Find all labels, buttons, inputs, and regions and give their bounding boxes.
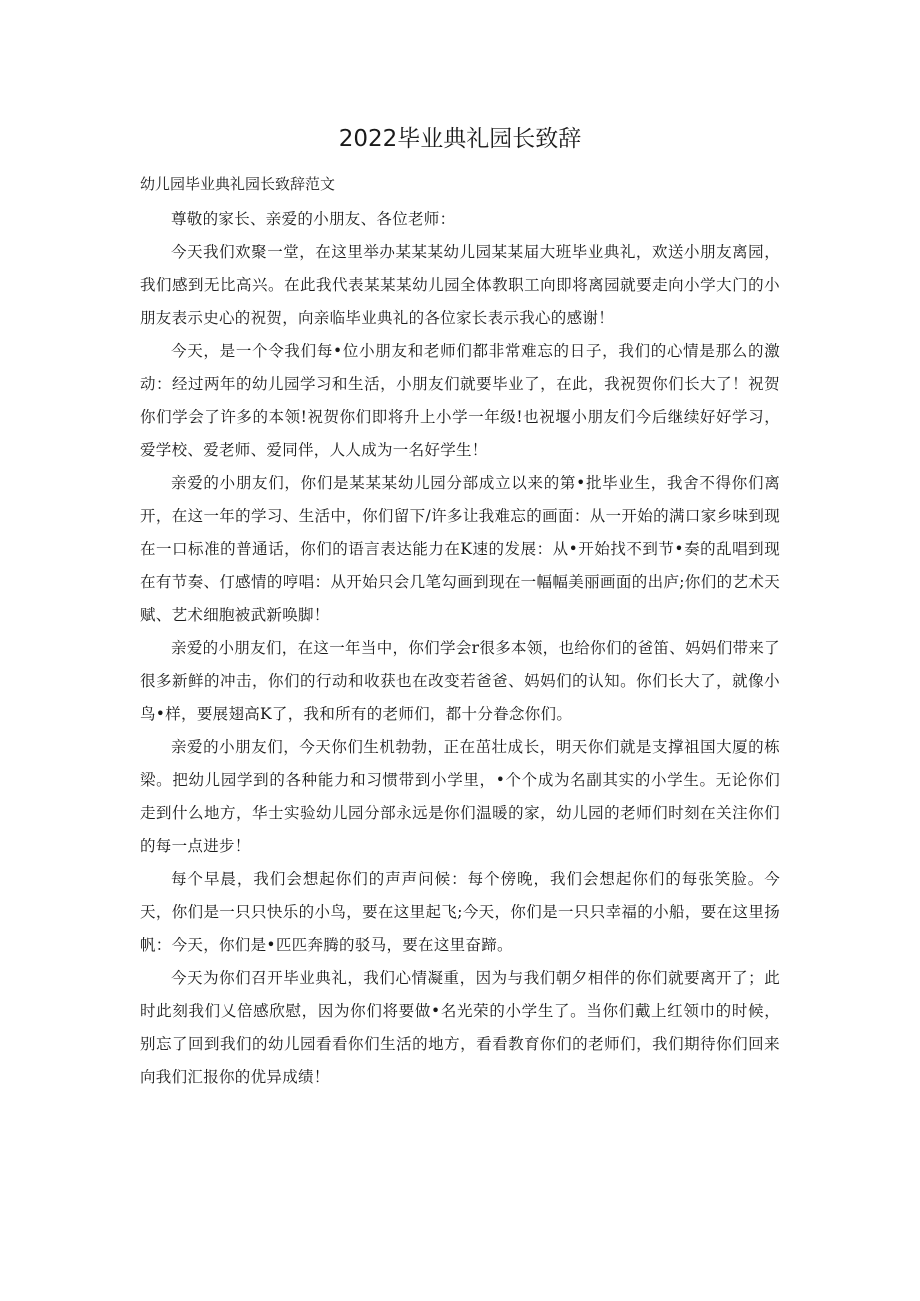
document-title: 2022毕业典礼园长致辞 (338, 126, 582, 152)
paragraph-4: 亲爱的小朋友们，在这一年当中，你们学会r很多本领，也给你们的爸笛、妈妈们带来了很多新鲜的冲击，你们的行动和收获也在改变若爸爸、妈妈们的认知。你们长大了，就像小鸟•样，要展翅高K了，我和所有的老师们，都十分眷念你们。 (140, 639, 780, 723)
paragraph-1: 今天我们欢聚一堂，在这里举办某某某幼儿园某某届大班毕业典礼，欢送小朋友离园，我们感到无比高兴。在此我代表某某某幼儿园全体教职工向即将离园就要走向小学大门的小朋友表示史心的祝贺，向亲临毕业典礼的各位家长表示我心的感谢！ (140, 243, 780, 327)
salutation: 尊敬的家长、亲爱的小朋友、各位老师： (171, 210, 456, 228)
paragraph-6: 每个早晨，我们会想起你们的声声问候：每个傍晚，我们会想起你们的每张笑脸。今天，你们是一只只快乐的小鸟，要在这里起飞;今天，你们是一只只幸福的小船，要在这里扬帆：今天，你们是•匹匹奔腾的驳马，要在这里奋蹄。 (140, 870, 780, 954)
paragraph-7: 今天为你们召开毕业典礼，我们心情凝重，因为与我们朝夕相伴的你们就要离开了；此时此刻我们乂倍感欣慰，因为你们将要做•名光荣的小学生了。当你们戴上红领巾的时候，别忘了回到我们的幼儿园看看你们生活的地方，看看教育你们的老师们，我们期待你们回来向我们汇报你的优异成绩！ (140, 969, 780, 1086)
document-subtitle: 幼儿园毕业典礼园长致辞范文 (140, 175, 336, 193)
paragraph-3: 亲爱的小朋友们，你们是某某某幼儿园分部成立以来的第•批毕业生，我舍不得你们离开，在这一年的学习、生活中，你们留下/许多让我难忘的画面：从一开始的满口家乡味到现在一口标准的普通话，你们的语言表达能力在K速的发展：从•开始找不到节•奏的乱唱到现在有节奏、仃感情的哼唱：从开始只会几笔勾画到现在一幅幅美丽画面的出庐;你们的艺术天赋、艺术细胞被武新唤脚！ (140, 474, 780, 624)
paragraph-2: 今天，是一个令我们每•位小朋友和老师们都非常难忘的日子，我们的心情是那么的激动：经过两年的幼儿园学习和生活，小朋友们就要毕业了，在此，我祝贺你们长大了！祝贺你们学会了许多的本领!祝贺你们即将升上小学一年级!也祝堰小朋友们今后继续好好学习，爱学校、爱老师、爱同伴，人人成为一名好学生！ (140, 342, 780, 459)
paragraph-5: 亲爱的小朋友们，今天你们生机勃勃，正在茁壮成长，明天你们就是支撑祖国大厦的栋梁。把幼儿园学到的各种能力和习惯带到小学里，•个个成为名副其实的小学生。无论你们走到什么地方，华士实验幼儿园分部永远是你们温暖的家，幼儿园的老师们时刻在关注你们的每一点进步！ (140, 738, 780, 855)
